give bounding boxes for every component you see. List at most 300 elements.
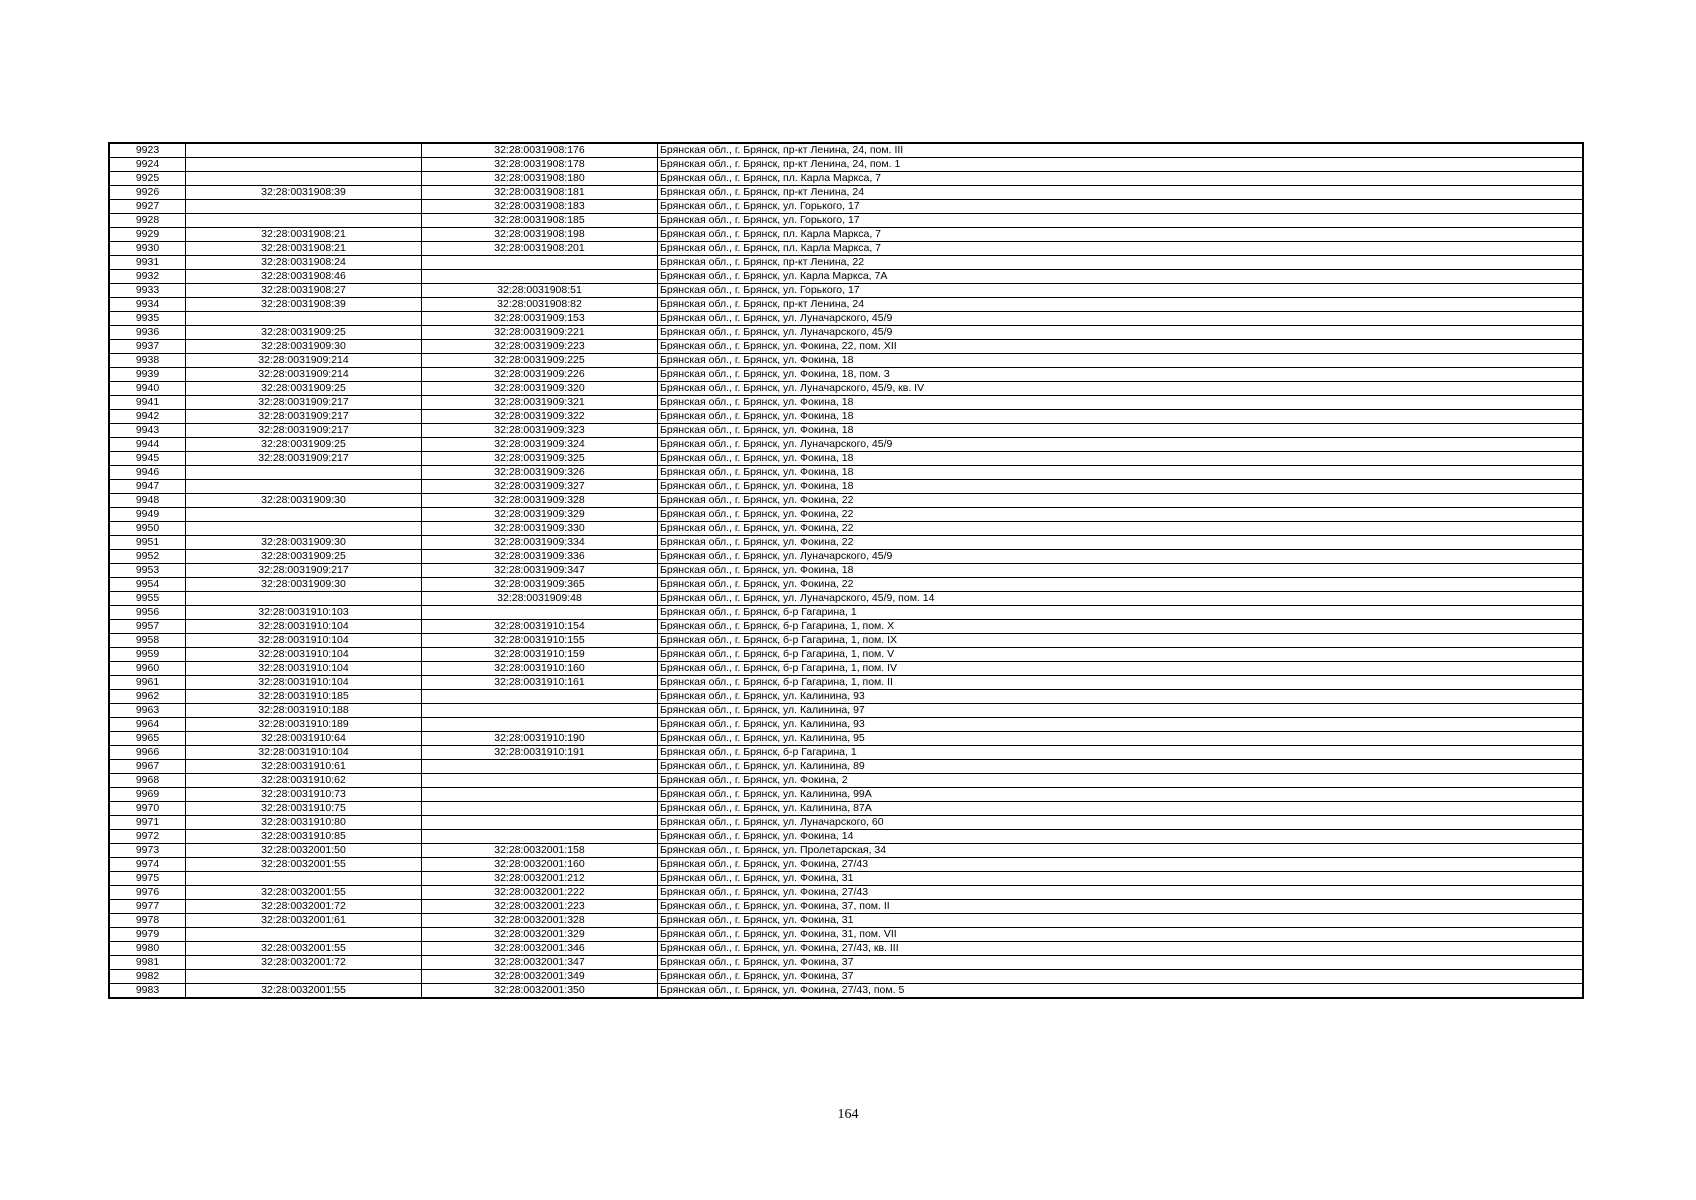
parent-cadastral-number-cell: 32:28:0031910:104 [186, 662, 422, 676]
table-row [110, 858, 1583, 872]
row-number-cell: 9943 [110, 424, 186, 438]
address-cell: Брянская обл., г. Брянск, ул. Луначарского, 45/9 [658, 312, 1583, 326]
cadastral-number-cell [422, 718, 658, 732]
parent-cadastral-number-cell: 32:28:0031910:85 [186, 830, 422, 844]
cadastral-number-cell: 32:28:0031909:323 [422, 424, 658, 438]
cadastral-number-cell [422, 830, 658, 844]
row-number-cell: 9980 [110, 942, 186, 956]
row-number-cell: 9923 [110, 144, 186, 158]
cadastral-number-cell [422, 816, 658, 830]
address-cell: Брянская обл., г. Брянск, б-р Гагарина, 1, пом. V [658, 648, 1583, 662]
table-row [110, 466, 1583, 480]
parent-cadastral-number-cell [186, 466, 422, 480]
row-number-cell: 9930 [110, 242, 186, 256]
cadastral-number-cell: 32:28:0031909:48 [422, 592, 658, 606]
row-number-cell: 9969 [110, 788, 186, 802]
row-number-cell: 9968 [110, 774, 186, 788]
parent-cadastral-number-cell: 32:28:0031908:46 [186, 270, 422, 284]
table-row [110, 606, 1583, 620]
parent-cadastral-number-cell: 32:28:0032001:72 [186, 900, 422, 914]
table-row [110, 186, 1583, 200]
address-cell: Брянская обл., г. Брянск, ул. Калинина, 87А [658, 802, 1583, 816]
address-cell: Брянская обл., г. Брянск, ул. Калинина, 93 [658, 718, 1583, 732]
cadastral-number-cell: 32:28:0031910:155 [422, 634, 658, 648]
row-number-cell: 9972 [110, 830, 186, 844]
table-row [110, 200, 1583, 214]
row-number-cell: 9982 [110, 970, 186, 984]
parent-cadastral-number-cell: 32:28:0032001:55 [186, 942, 422, 956]
address-cell: Брянская обл., г. Брянск, ул. Луначарского, 45/9 [658, 550, 1583, 564]
table-row [110, 452, 1583, 466]
cadastral-number-cell: 32:28:0031909:327 [422, 480, 658, 494]
row-number-cell: 9971 [110, 816, 186, 830]
cadastral-number-cell: 32:28:0031909:226 [422, 368, 658, 382]
table-row [110, 844, 1583, 858]
row-number-cell: 9938 [110, 354, 186, 368]
table-row [110, 662, 1583, 676]
address-cell: Брянская обл., г. Брянск, ул. Фокина, 27/43 [658, 886, 1583, 900]
cadastral-number-cell: 32:28:0031908:181 [422, 186, 658, 200]
address-cell: Брянская обл., г. Брянск, пр-кт Ленина, 24, пом. 1 [658, 158, 1583, 172]
address-cell: Брянская обл., г. Брянск, ул. Луначарского, 60 [658, 816, 1583, 830]
table-row [110, 550, 1583, 564]
table-row [110, 900, 1583, 914]
cadastral-number-cell [422, 270, 658, 284]
table-row [110, 676, 1583, 690]
parent-cadastral-number-cell: 32:28:0031909:25 [186, 550, 422, 564]
parent-cadastral-number-cell [186, 928, 422, 942]
cadastral-number-cell: 32:28:0031909:320 [422, 382, 658, 396]
row-number-cell: 9964 [110, 718, 186, 732]
row-number-cell: 9935 [110, 312, 186, 326]
row-number-cell: 9958 [110, 634, 186, 648]
table-row [110, 340, 1583, 354]
table-row [110, 256, 1583, 270]
address-cell: Брянская обл., г. Брянск, ул. Фокина, 14 [658, 830, 1583, 844]
address-cell: Брянская обл., г. Брянск, пл. Карла Маркса, 7 [658, 172, 1583, 186]
parent-cadastral-number-cell: 32:28:0031909:30 [186, 494, 422, 508]
table-row [110, 942, 1583, 956]
row-number-cell: 9956 [110, 606, 186, 620]
address-cell: Брянская обл., г. Брянск, ул. Калинина, 95 [658, 732, 1583, 746]
cadastral-number-cell: 32:28:0031909:328 [422, 494, 658, 508]
parent-cadastral-number-cell: 32:28:0031910:104 [186, 676, 422, 690]
parent-cadastral-number-cell: 32:28:0031910:103 [186, 606, 422, 620]
cadastral-number-cell: 32:28:0032001:347 [422, 956, 658, 970]
cadastral-number-cell: 32:28:0031908:201 [422, 242, 658, 256]
row-number-cell: 9939 [110, 368, 186, 382]
parent-cadastral-number-cell [186, 970, 422, 984]
address-cell: Брянская обл., г. Брянск, ул. Фокина, 27/43 [658, 858, 1583, 872]
address-cell: Брянская обл., г. Брянск, ул. Фокина, 27/43, кв. III [658, 942, 1583, 956]
parent-cadastral-number-cell: 32:28:0031910:188 [186, 704, 422, 718]
row-number-cell: 9937 [110, 340, 186, 354]
cadastral-number-cell: 32:28:0031909:336 [422, 550, 658, 564]
row-number-cell: 9944 [110, 438, 186, 452]
parent-cadastral-number-cell: 32:28:0032001:50 [186, 844, 422, 858]
row-number-cell: 9954 [110, 578, 186, 592]
address-cell: Брянская обл., г. Брянск, ул. Фокина, 22 [658, 508, 1583, 522]
row-number-cell: 9965 [110, 732, 186, 746]
cadastral-number-cell: 32:28:0031908:198 [422, 228, 658, 242]
cadastral-number-cell [422, 690, 658, 704]
parent-cadastral-number-cell [186, 200, 422, 214]
table-row [110, 816, 1583, 830]
cadastral-number-cell: 32:28:0031909:321 [422, 396, 658, 410]
parent-cadastral-number-cell: 32:28:0031909:25 [186, 438, 422, 452]
parent-cadastral-number-cell: 32:28:0031910:80 [186, 816, 422, 830]
parent-cadastral-number-cell: 32:28:0031910:61 [186, 760, 422, 774]
parent-cadastral-number-cell: 32:28:0031908:27 [186, 284, 422, 298]
row-number-cell: 9942 [110, 410, 186, 424]
cadastral-number-cell [422, 760, 658, 774]
table-row [110, 214, 1583, 228]
table-row [110, 620, 1583, 634]
address-cell: Брянская обл., г. Брянск, ул. Фокина, 18 [658, 452, 1583, 466]
row-number-cell: 9973 [110, 844, 186, 858]
parent-cadastral-number-cell: 32:28:0031909:217 [186, 396, 422, 410]
table-row [110, 746, 1583, 760]
parent-cadastral-number-cell: 32:28:0031910:189 [186, 718, 422, 732]
cadastral-table [109, 143, 1583, 998]
parent-cadastral-number-cell [186, 592, 422, 606]
row-number-cell: 9936 [110, 326, 186, 340]
parent-cadastral-number-cell [186, 214, 422, 228]
row-number-cell: 9974 [110, 858, 186, 872]
cadastral-number-cell: 32:28:0032001:222 [422, 886, 658, 900]
address-cell: Брянская обл., г. Брянск, б-р Гагарина, 1, пом. IX [658, 634, 1583, 648]
cadastral-number-cell: 32:28:0031909:324 [422, 438, 658, 452]
parent-cadastral-number-cell: 32:28:0032001:72 [186, 956, 422, 970]
row-number-cell: 9979 [110, 928, 186, 942]
table-row [110, 424, 1583, 438]
address-cell: Брянская обл., г. Брянск, ул. Фокина, 22 [658, 536, 1583, 550]
address-cell: Брянская обл., г. Брянск, ул. Фокина, 37, пом. II [658, 900, 1583, 914]
parent-cadastral-number-cell: 32:28:0031910:104 [186, 746, 422, 760]
row-number-cell: 9953 [110, 564, 186, 578]
parent-cadastral-number-cell: 32:28:0031910:75 [186, 802, 422, 816]
parent-cadastral-number-cell [186, 144, 422, 158]
table-row [110, 382, 1583, 396]
cadastral-number-cell [422, 704, 658, 718]
row-number-cell: 9931 [110, 256, 186, 270]
table-row [110, 508, 1583, 522]
parent-cadastral-number-cell [186, 312, 422, 326]
cadastral-number-cell [422, 774, 658, 788]
address-cell: Брянская обл., г. Брянск, ул. Фокина, 18 [658, 396, 1583, 410]
cadastral-number-cell: 32:28:0031908:178 [422, 158, 658, 172]
table-row [110, 928, 1583, 942]
address-cell: Брянская обл., г. Брянск, пр-кт Ленина, 24 [658, 298, 1583, 312]
table-row [110, 228, 1583, 242]
address-cell: Брянская обл., г. Брянск, ул. Калинина, 97 [658, 704, 1583, 718]
table-row [110, 914, 1583, 928]
parent-cadastral-number-cell: 32:28:0032001:55 [186, 886, 422, 900]
cadastral-number-cell: 32:28:0031910:154 [422, 620, 658, 634]
parent-cadastral-number-cell: 32:28:0031908:21 [186, 228, 422, 242]
table-row [110, 354, 1583, 368]
parent-cadastral-number-cell [186, 872, 422, 886]
address-cell: Брянская обл., г. Брянск, б-р Гагарина, 1 [658, 746, 1583, 760]
row-number-cell: 9924 [110, 158, 186, 172]
address-cell: Брянская обл., г. Брянск, б-р Гагарина, 1, пом. IV [658, 662, 1583, 676]
table-row [110, 326, 1583, 340]
cadastral-number-cell: 32:28:0031910:161 [422, 676, 658, 690]
parent-cadastral-number-cell: 32:28:0032001:55 [186, 984, 422, 998]
parent-cadastral-number-cell: 32:28:0031909:25 [186, 382, 422, 396]
table-row [110, 592, 1583, 606]
address-cell: Брянская обл., г. Брянск, ул. Фокина, 18 [658, 564, 1583, 578]
parent-cadastral-number-cell: 32:28:0031909:217 [186, 564, 422, 578]
cadastral-number-cell: 32:28:0032001:350 [422, 984, 658, 998]
address-cell: Брянская обл., г. Брянск, ул. Фокина, 22 [658, 522, 1583, 536]
address-cell: Брянская обл., г. Брянск, ул. Калинина, 93 [658, 690, 1583, 704]
cadastral-number-cell: 32:28:0031909:153 [422, 312, 658, 326]
cadastral-number-cell: 32:28:0031909:221 [422, 326, 658, 340]
cadastral-number-cell: 32:28:0031909:325 [422, 452, 658, 466]
table-row [110, 396, 1583, 410]
cadastral-number-cell [422, 256, 658, 270]
table-row [110, 368, 1583, 382]
address-cell: Брянская обл., г. Брянск, ул. Фокина, 18 [658, 410, 1583, 424]
address-cell: Брянская обл., г. Брянск, ул. Фокина, 18 [658, 424, 1583, 438]
address-cell: Брянская обл., г. Брянск, ул. Фокина, 37 [658, 956, 1583, 970]
address-cell: Брянская обл., г. Брянск, ул. Фокина, 37 [658, 970, 1583, 984]
row-number-cell: 9977 [110, 900, 186, 914]
table-row [110, 872, 1583, 886]
cadastral-number-cell: 32:28:0031909:365 [422, 578, 658, 592]
row-number-cell: 9950 [110, 522, 186, 536]
table-row [110, 144, 1583, 158]
row-number-cell: 9962 [110, 690, 186, 704]
table-row [110, 802, 1583, 816]
parent-cadastral-number-cell: 32:28:0031909:217 [186, 410, 422, 424]
address-cell: Брянская обл., г. Брянск, ул. Фокина, 18 [658, 354, 1583, 368]
parent-cadastral-number-cell [186, 172, 422, 186]
parent-cadastral-number-cell: 32:28:0031908:24 [186, 256, 422, 270]
table-row [110, 732, 1583, 746]
address-cell: Брянская обл., г. Брянск, пр-кт Ленина, 22 [658, 256, 1583, 270]
cadastral-number-cell: 32:28:0031909:322 [422, 410, 658, 424]
cadastral-number-cell: 32:28:0032001:212 [422, 872, 658, 886]
row-number-cell: 9932 [110, 270, 186, 284]
row-number-cell: 9981 [110, 956, 186, 970]
table-row [110, 242, 1583, 256]
address-cell: Брянская обл., г. Брянск, ул. Калинина, 99А [658, 788, 1583, 802]
address-cell: Брянская обл., г. Брянск, пр-кт Ленина, 24, пом. III [658, 144, 1583, 158]
row-number-cell: 9960 [110, 662, 186, 676]
row-number-cell: 9928 [110, 214, 186, 228]
row-number-cell: 9925 [110, 172, 186, 186]
row-number-cell: 9967 [110, 760, 186, 774]
page-number: 164 [837, 1107, 859, 1122]
row-number-cell: 9963 [110, 704, 186, 718]
cadastral-number-cell: 32:28:0031909:223 [422, 340, 658, 354]
table-row [110, 690, 1583, 704]
table-row [110, 788, 1583, 802]
cadastral-number-cell [422, 802, 658, 816]
parent-cadastral-number-cell: 32:28:0031908:39 [186, 298, 422, 312]
address-cell: Брянская обл., г. Брянск, ул. Луначарского, 45/9 [658, 438, 1583, 452]
row-number-cell: 9926 [110, 186, 186, 200]
address-cell: Брянская обл., г. Брянск, б-р Гагарина, 1, пом. X [658, 620, 1583, 634]
address-cell: Брянская обл., г. Брянск, ул. Луначарского, 45/9 [658, 326, 1583, 340]
table-row [110, 158, 1583, 172]
address-cell: Брянская обл., г. Брянск, ул. Фокина, 22, пом. XII [658, 340, 1583, 354]
cadastral-number-cell: 32:28:0031909:330 [422, 522, 658, 536]
parent-cadastral-number-cell [186, 480, 422, 494]
address-cell: Брянская обл., г. Брянск, ул. Луначарского, 45/9, пом. 14 [658, 592, 1583, 606]
table-row [110, 536, 1583, 550]
cadastral-number-cell: 32:28:0031908:51 [422, 284, 658, 298]
row-number-cell: 9946 [110, 466, 186, 480]
parent-cadastral-number-cell: 32:28:0031908:39 [186, 186, 422, 200]
parent-cadastral-number-cell: 32:28:0031910:73 [186, 788, 422, 802]
table-row [110, 480, 1583, 494]
table-row [110, 648, 1583, 662]
row-number-cell: 9961 [110, 676, 186, 690]
table-row [110, 564, 1583, 578]
address-cell: Брянская обл., г. Брянск, ул. Карла Маркса, 7А [658, 270, 1583, 284]
parent-cadastral-number-cell: 32:28:0031910:104 [186, 648, 422, 662]
table-row [110, 886, 1583, 900]
table-row [110, 760, 1583, 774]
parent-cadastral-number-cell: 32:28:0031910:185 [186, 690, 422, 704]
table-row [110, 634, 1583, 648]
row-number-cell: 9975 [110, 872, 186, 886]
address-cell: Брянская обл., г. Брянск, ул. Калинина, 89 [658, 760, 1583, 774]
cadastral-number-cell: 32:28:0031909:329 [422, 508, 658, 522]
row-number-cell: 9949 [110, 508, 186, 522]
row-number-cell: 9934 [110, 298, 186, 312]
parent-cadastral-number-cell: 32:28:0031909:25 [186, 326, 422, 340]
parent-cadastral-number-cell: 32:28:0031909:214 [186, 354, 422, 368]
cadastral-number-cell: 32:28:0032001:346 [422, 942, 658, 956]
address-cell: Брянская обл., г. Брянск, ул. Фокина, 2 [658, 774, 1583, 788]
row-number-cell: 9976 [110, 886, 186, 900]
parent-cadastral-number-cell [186, 158, 422, 172]
cadastral-number-cell: 32:28:0031910:159 [422, 648, 658, 662]
table-row [110, 774, 1583, 788]
table-row [110, 970, 1583, 984]
table-row [110, 830, 1583, 844]
address-cell: Брянская обл., г. Брянск, ул. Фокина, 22 [658, 494, 1583, 508]
row-number-cell: 9927 [110, 200, 186, 214]
row-number-cell: 9929 [110, 228, 186, 242]
address-cell: Брянская обл., г. Брянск, ул. Фокина, 27/43, пом. 5 [658, 984, 1583, 998]
table-row [110, 522, 1583, 536]
address-cell: Брянская обл., г. Брянск, ул. Фокина, 31, пом. VII [658, 928, 1583, 942]
parent-cadastral-number-cell [186, 508, 422, 522]
cadastral-number-cell [422, 606, 658, 620]
row-number-cell: 9959 [110, 648, 186, 662]
cadastral-number-cell: 32:28:0031908:185 [422, 214, 658, 228]
parent-cadastral-number-cell: 32:28:0031909:214 [186, 368, 422, 382]
table-row [110, 410, 1583, 424]
row-number-cell: 9933 [110, 284, 186, 298]
parent-cadastral-number-cell [186, 522, 422, 536]
row-number-cell: 9970 [110, 802, 186, 816]
address-cell: Брянская обл., г. Брянск, пр-кт Ленина, 24 [658, 186, 1583, 200]
cadastral-number-cell: 32:28:0032001:160 [422, 858, 658, 872]
table-row [110, 718, 1583, 732]
table-row [110, 578, 1583, 592]
address-cell: Брянская обл., г. Брянск, ул. Луначарского, 45/9, кв. IV [658, 382, 1583, 396]
cadastral-number-cell: 32:28:0031909:326 [422, 466, 658, 480]
table-row [110, 438, 1583, 452]
row-number-cell: 9978 [110, 914, 186, 928]
row-number-cell: 9951 [110, 536, 186, 550]
row-number-cell: 9940 [110, 382, 186, 396]
parent-cadastral-number-cell: 32:28:0031909:30 [186, 578, 422, 592]
row-number-cell: 9955 [110, 592, 186, 606]
table-body [110, 144, 1583, 998]
cadastral-number-cell: 32:28:0031908:176 [422, 144, 658, 158]
address-cell: Брянская обл., г. Брянск, ул. Фокина, 18 [658, 480, 1583, 494]
address-cell: Брянская обл., г. Брянск, б-р Гагарина, 1 [658, 606, 1583, 620]
parent-cadastral-number-cell: 32:28:0031910:64 [186, 732, 422, 746]
cadastral-number-cell: 32:28:0032001:349 [422, 970, 658, 984]
cadastral-number-cell: 32:28:0031909:225 [422, 354, 658, 368]
cadastral-number-cell: 32:28:0032001:329 [422, 928, 658, 942]
table-row [110, 704, 1583, 718]
address-cell: Брянская обл., г. Брянск, ул. Фокина, 31 [658, 872, 1583, 886]
table-row [110, 956, 1583, 970]
parent-cadastral-number-cell: 32:28:0031909:30 [186, 340, 422, 354]
cadastral-number-cell: 32:28:0031910:190 [422, 732, 658, 746]
parent-cadastral-number-cell: 32:28:0031909:217 [186, 452, 422, 466]
table-row [110, 312, 1583, 326]
table-row [110, 172, 1583, 186]
address-cell: Брянская обл., г. Брянск, ул. Фокина, 31 [658, 914, 1583, 928]
table-row [110, 284, 1583, 298]
address-cell: Брянская обл., г. Брянск, б-р Гагарина, 1, пом. II [658, 676, 1583, 690]
cadastral-number-cell [422, 788, 658, 802]
row-number-cell: 9957 [110, 620, 186, 634]
table-row [110, 270, 1583, 284]
parent-cadastral-number-cell: 32:28:0031909:30 [186, 536, 422, 550]
parent-cadastral-number-cell: 32:28:0032001:61 [186, 914, 422, 928]
table-row [110, 298, 1583, 312]
parent-cadastral-number-cell: 32:28:0032001:55 [186, 858, 422, 872]
cadastral-number-cell: 32:28:0031909:347 [422, 564, 658, 578]
address-cell: Брянская обл., г. Брянск, пл. Карла Маркса, 7 [658, 242, 1583, 256]
address-cell: Брянская обл., г. Брянск, ул. Горького, 17 [658, 200, 1583, 214]
address-cell: Брянская обл., г. Брянск, ул. Пролетарская, 34 [658, 844, 1583, 858]
row-number-cell: 9966 [110, 746, 186, 760]
table-row [110, 984, 1583, 998]
cadastral-number-cell: 32:28:0031909:334 [422, 536, 658, 550]
cadastral-number-cell: 32:28:0031908:82 [422, 298, 658, 312]
table-row [110, 494, 1583, 508]
cadastral-number-cell: 32:28:0031908:183 [422, 200, 658, 214]
address-cell: Брянская обл., г. Брянск, ул. Фокина, 18 [658, 466, 1583, 480]
parent-cadastral-number-cell: 32:28:0031910:104 [186, 620, 422, 634]
cadastral-number-cell: 32:28:0031908:180 [422, 172, 658, 186]
row-number-cell: 9983 [110, 984, 186, 998]
parent-cadastral-number-cell: 32:28:0031909:217 [186, 424, 422, 438]
row-number-cell: 9945 [110, 452, 186, 466]
cadastral-number-cell: 32:28:0032001:158 [422, 844, 658, 858]
row-number-cell: 9948 [110, 494, 186, 508]
cadastral-number-cell: 32:28:0032001:223 [422, 900, 658, 914]
row-number-cell: 9952 [110, 550, 186, 564]
address-cell: Брянская обл., г. Брянск, пл. Карла Маркса, 7 [658, 228, 1583, 242]
address-cell: Брянская обл., г. Брянск, ул. Горького, 17 [658, 284, 1583, 298]
parent-cadastral-number-cell: 32:28:0031908:21 [186, 242, 422, 256]
address-cell: Брянская обл., г. Брянск, ул. Фокина, 18, пом. 3 [658, 368, 1583, 382]
address-cell: Брянская обл., г. Брянск, ул. Горького, 17 [658, 214, 1583, 228]
